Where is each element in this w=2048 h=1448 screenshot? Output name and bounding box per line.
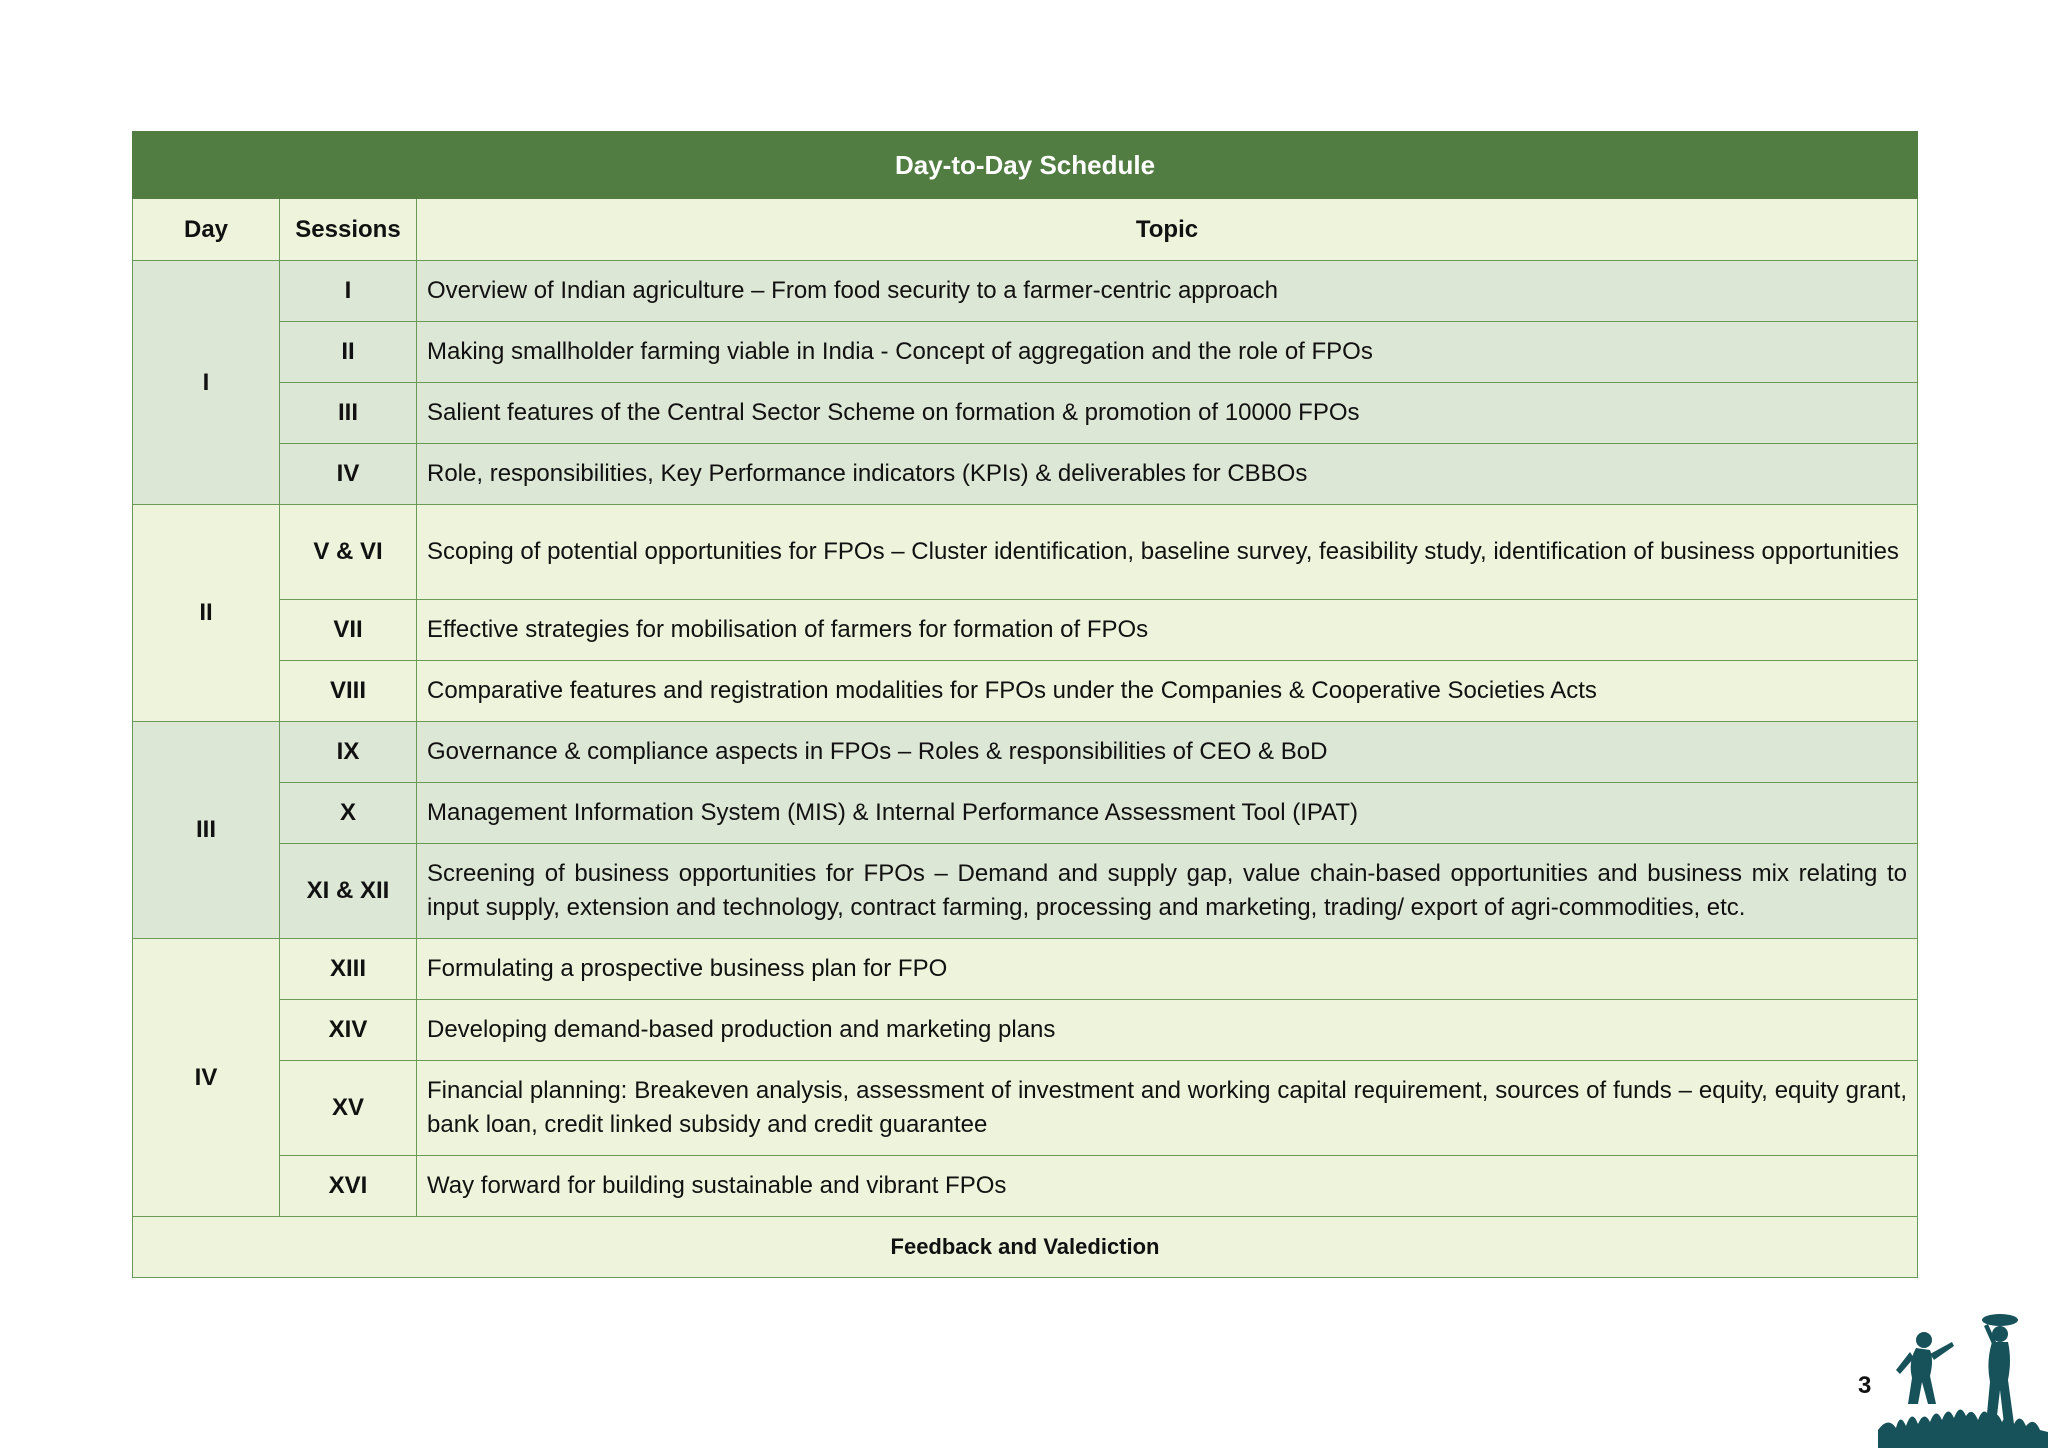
table-row bbox=[133, 600, 1918, 661]
topic-cell: Scoping of potential opportunities for FPOs – Cluster identification, baseline survey, feasibility study, identification of business opportunities bbox=[417, 505, 1918, 600]
farmers-silhouette-icon bbox=[1848, 1312, 2048, 1448]
session-cell: XIV bbox=[280, 1000, 417, 1061]
header-topic: Topic bbox=[417, 199, 1918, 261]
table-row bbox=[133, 1156, 1918, 1217]
session-cell: V & VI bbox=[280, 505, 417, 600]
topic-cell: Overview of Indian agriculture – From food security to a farmer-centric approach bbox=[417, 261, 1918, 322]
day-cell: III bbox=[133, 722, 280, 939]
table-title: Day-to-Day Schedule bbox=[133, 132, 1918, 199]
topic-cell: Developing demand-based production and marketing plans bbox=[417, 1000, 1918, 1061]
topic-cell: Way forward for building sustainable and vibrant FPOs bbox=[417, 1156, 1918, 1217]
table-row bbox=[133, 844, 1918, 939]
session-cell: XV bbox=[280, 1061, 417, 1156]
topic-cell: Financial planning: Breakeven analysis, assessment of investment and working capital requirement, sources of funds – equity, equity grant, bank loan, credit linked subsidy and credit guarantee bbox=[417, 1061, 1918, 1156]
day-cell: IV bbox=[133, 939, 280, 1217]
topic-cell: Salient features of the Central Sector Scheme on formation & promotion of 10000 FPOs bbox=[417, 383, 1918, 444]
session-cell: VII bbox=[280, 600, 417, 661]
topic-cell: Governance & compliance aspects in FPOs – Roles & responsibilities of CEO & BoD bbox=[417, 722, 1918, 783]
schedule-table bbox=[132, 131, 1918, 1278]
topic-cell: Screening of business opportunities for FPOs – Demand and supply gap, value chain-based opportunities and business mix relating to input supply, extension and technology, contract farming, processing and marketing, trading/ export of agri-commodities, etc. bbox=[417, 844, 1918, 939]
session-cell: X bbox=[280, 783, 417, 844]
session-cell: I bbox=[280, 261, 417, 322]
session-cell: IX bbox=[280, 722, 417, 783]
day-cell: II bbox=[133, 505, 280, 722]
table-row bbox=[133, 322, 1918, 383]
session-cell: IV bbox=[280, 444, 417, 505]
topic-cell: Management Information System (MIS) & Internal Performance Assessment Tool (IPAT) bbox=[417, 783, 1918, 844]
session-cell: XI & XII bbox=[280, 844, 417, 939]
topic-cell: Formulating a prospective business plan for FPO bbox=[417, 939, 1918, 1000]
topic-cell: Making smallholder farming viable in India - Concept of aggregation and the role of FPOs bbox=[417, 322, 1918, 383]
table-row bbox=[133, 939, 1918, 1000]
page-number: 3 bbox=[1858, 1372, 1872, 1399]
table-row bbox=[133, 444, 1918, 505]
table-row bbox=[133, 783, 1918, 844]
table-row bbox=[133, 505, 1918, 600]
session-cell: XIII bbox=[280, 939, 417, 1000]
table-row bbox=[133, 383, 1918, 444]
session-cell: II bbox=[280, 322, 417, 383]
topic-cell: Effective strategies for mobilisation of farmers for formation of FPOs bbox=[417, 600, 1918, 661]
session-cell: VIII bbox=[280, 661, 417, 722]
table-footer: Feedback and Valediction bbox=[133, 1217, 1918, 1278]
header-sessions: Sessions bbox=[280, 199, 417, 261]
session-cell: XVI bbox=[280, 1156, 417, 1217]
table-row bbox=[133, 1000, 1918, 1061]
topic-cell: Comparative features and registration modalities for FPOs under the Companies & Cooperative Societies Acts bbox=[417, 661, 1918, 722]
table-row bbox=[133, 722, 1918, 783]
title-row bbox=[133, 132, 1918, 199]
table-row bbox=[133, 261, 1918, 322]
day-cell: I bbox=[133, 261, 280, 505]
column-header-row bbox=[133, 199, 1918, 261]
session-cell: III bbox=[280, 383, 417, 444]
footer-row bbox=[133, 1217, 1918, 1278]
table-row bbox=[133, 1061, 1918, 1156]
topic-cell: Role, responsibilities, Key Performance indicators (KPIs) & deliverables for CBBOs bbox=[417, 444, 1918, 505]
table-row bbox=[133, 661, 1918, 722]
header-day: Day bbox=[133, 199, 280, 261]
